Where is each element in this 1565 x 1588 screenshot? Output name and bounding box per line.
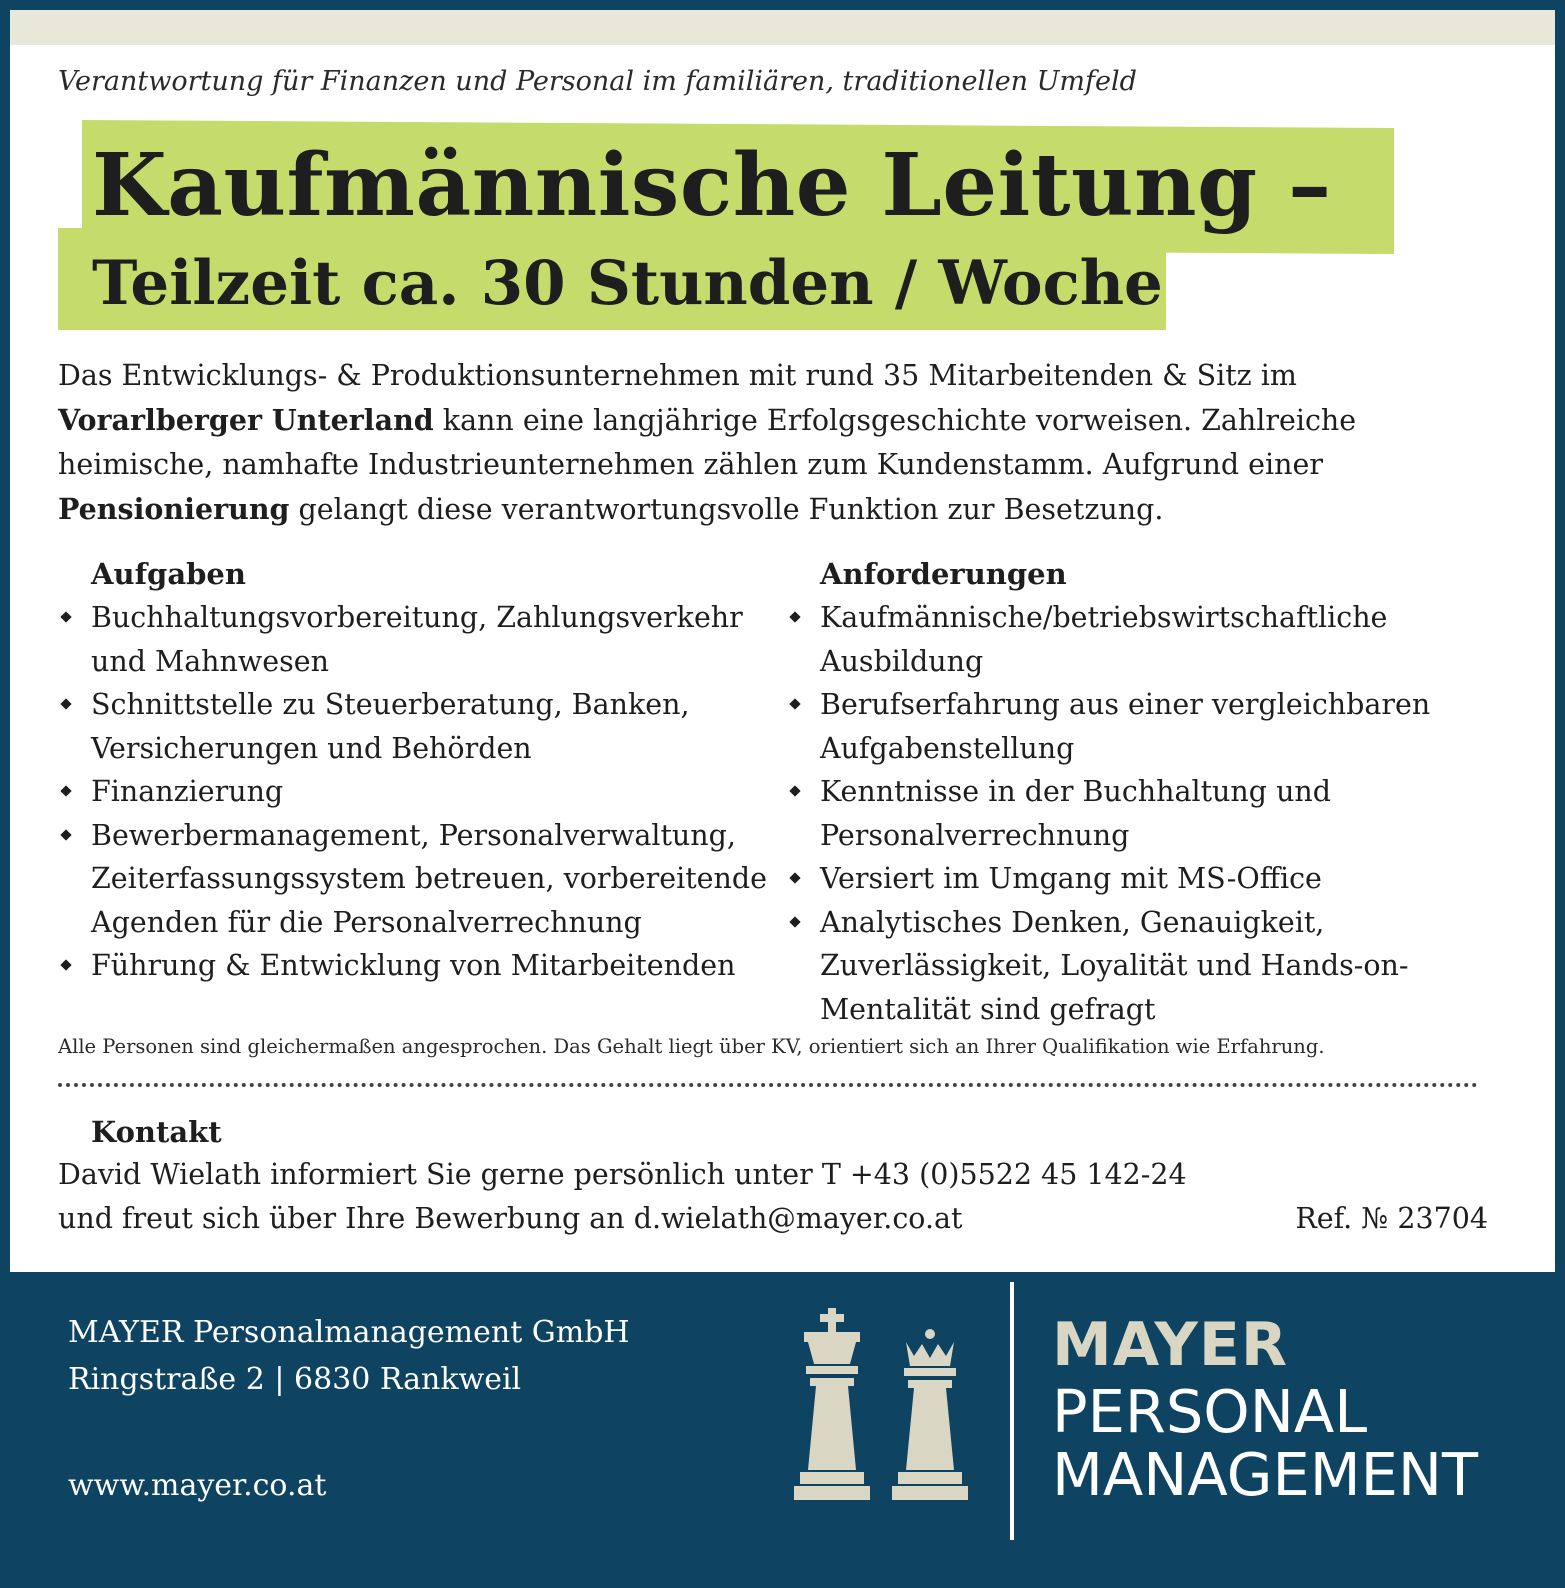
list-item-text: Führung & Entwicklung von Mitarbeitenden (91, 949, 736, 982)
list-item-text: Bewerbermanagement, Personalverwaltung, Zeiterfassungssystem betreuen, vorbereitende Agenden für die Personalverrechnung (91, 818, 767, 939)
aufgaben-list (58, 596, 778, 988)
intro-text-1: Das Entwicklungs- & Produktionsunternehmen mit rund 35 Mitarbeitenden & Sitz im (58, 359, 1297, 392)
list-item-text: Buchhaltungsvorbereitung, Zahlungsverkehr und Mahnwesen (91, 601, 743, 678)
footer-divider (1010, 1282, 1014, 1540)
intro-text-2: kann eine langjährige Erfolgsgeschichte vorweisen. Zahlreiche heimische, namhafte Industrieunternehmen zählen zum Kundenstamm. Aufgrund einer (58, 404, 1357, 481)
brand-mayer: MAYER (1052, 1310, 1289, 1380)
chess-queen-icon (892, 1329, 968, 1500)
list-item (787, 857, 1487, 901)
list-item-text: Berufserfahrung aus einer vergleichbaren Aufgabenstellung (820, 688, 1431, 765)
anforderungen-section (787, 552, 1487, 1031)
dotted-divider (58, 1083, 1478, 1087)
list-item (787, 683, 1487, 770)
list-item (787, 596, 1487, 683)
kontakt-phone-line: David Wielath informiert Sie gerne persönlich unter T +43 (0)5522 45 142-24 (58, 1158, 1187, 1191)
job-subtitle: Teilzeit ca. 30 Stunden / Woche (92, 248, 1163, 319)
footer-company-name: MAYER Personalmanagement GmbH (68, 1315, 630, 1350)
intro-text-3: gelangt diese verantwortungsvolle Funktion zur Besetzung. (289, 493, 1164, 526)
list-item-text: Finanzierung (91, 775, 284, 808)
list-item-text: Versiert im Umgang mit MS-Office (820, 862, 1322, 895)
kontakt-email-line: und freut sich über Ihre Bewerbung an d.wielath@mayer.co.at (58, 1202, 963, 1235)
list-item-text: Kenntnisse in der Buchhaltung und Personalverrechnung (820, 775, 1332, 852)
list-item (58, 683, 778, 770)
reference-number: Ref. № 23704 (1295, 1202, 1488, 1235)
footer-address: Ringstraße 2 | 6830 Rankweil (68, 1362, 522, 1397)
list-item-text: Analytisches Denken, Genauigkeit, Zuverlässigkeit, Loyalität und Hands-on-Mentalität sind gefragt (820, 905, 1409, 1026)
bullet-diamond-icon (789, 872, 800, 883)
aufgaben-section (58, 552, 778, 988)
list-item (787, 901, 1487, 1032)
tagline: Verantwortung für Finanzen und Personal im familiären, traditionellen Umfeld (58, 66, 1137, 97)
intro-bold-1: Vorarlberger Unterland (58, 403, 434, 437)
bullet-diamond-icon (789, 698, 800, 709)
anforderungen-heading: Anforderungen (820, 557, 1067, 591)
kontakt-heading: Kontakt (91, 1115, 222, 1149)
list-item-text: Kaufmännische/betriebswirtschaftliche Ausbildung (820, 601, 1388, 678)
bullet-diamond-icon (60, 829, 71, 840)
list-item (58, 770, 778, 814)
chess-logo (790, 1300, 980, 1510)
aufgaben-heading: Aufgaben (91, 557, 246, 591)
intro-bold-2: Pensionierung (58, 492, 290, 526)
job-title: Kaufmännische Leitung – (92, 135, 1332, 236)
equal-opportunity-note: Alle Personen sind gleichermaßen angesprochen. Das Gehalt liegt über KV, orientiert sich an Ihrer Qualifikation wie Erfahrung. (58, 1035, 1325, 1058)
bullet-diamond-icon (60, 959, 71, 970)
anforderungen-list (787, 596, 1487, 1031)
list-item (58, 814, 778, 945)
top-band (10, 10, 1555, 45)
chess-king-icon (794, 1308, 870, 1500)
bullet-diamond-icon (789, 611, 800, 622)
bullet-diamond-icon (60, 785, 71, 796)
list-item (787, 770, 1487, 857)
bullet-diamond-icon (789, 916, 800, 927)
list-item (58, 596, 778, 683)
brand-personal: PERSONAL (1052, 1377, 1368, 1446)
list-item-text: Schnittstelle zu Steuerberatung, Banken, Versicherungen und Behörden (91, 688, 690, 765)
bullet-diamond-icon (60, 611, 71, 622)
brand-management: MANAGEMENT (1052, 1440, 1479, 1509)
list-item (58, 944, 778, 988)
intro-paragraph (58, 354, 1498, 532)
footer-website-link[interactable]: www.mayer.co.at (68, 1468, 327, 1503)
bullet-diamond-icon (60, 698, 71, 709)
bullet-diamond-icon (789, 785, 800, 796)
